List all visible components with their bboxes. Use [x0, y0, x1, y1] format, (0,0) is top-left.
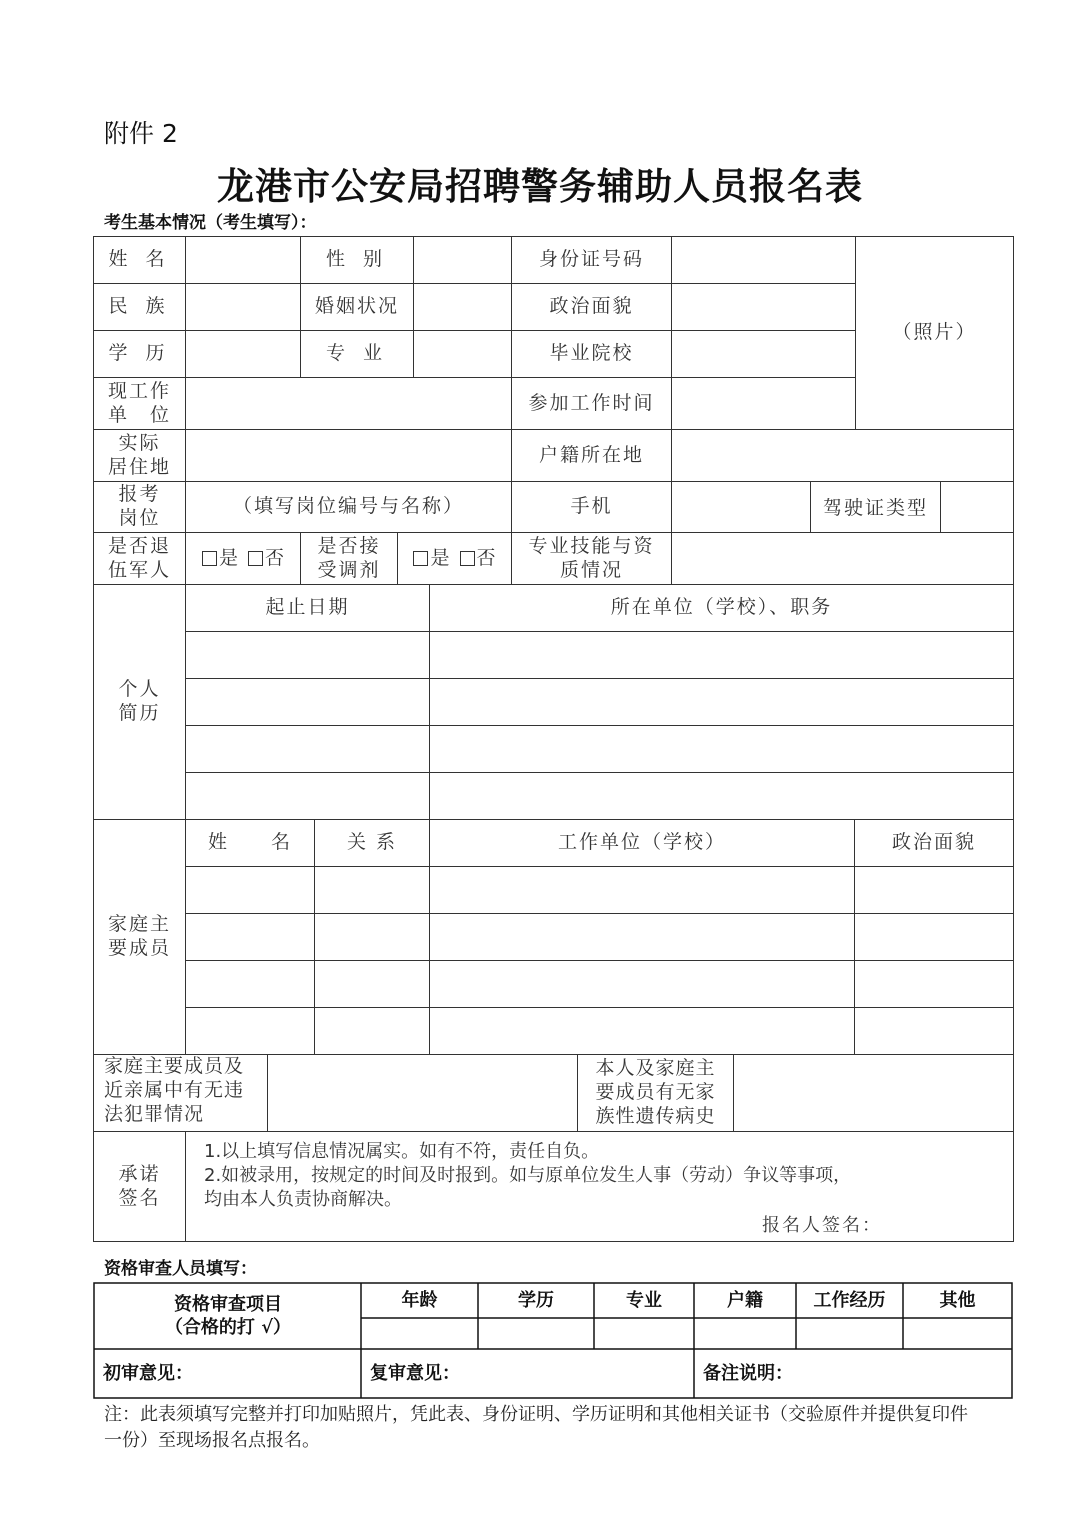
label-name: 姓 名 [108, 248, 171, 271]
review-col-other: 其他 [939, 1289, 976, 1311]
pledge-text [204, 1140, 851, 1212]
label-work-unit-line1: 现工作 [107, 379, 171, 402]
family-rows[interactable] [186, 867, 1013, 1054]
hukou-field[interactable] [672, 430, 1013, 481]
adjust-yes-checkbox[interactable] [413, 551, 428, 566]
label-residence-line1: 实际 [118, 431, 161, 454]
political-field[interactable] [672, 284, 855, 330]
gender-field[interactable] [414, 237, 511, 283]
remark-label: 备注说明： [703, 1362, 793, 1384]
label-work-start: 参加工作时间 [528, 391, 655, 414]
label-work-unit-line2: 单 位 [107, 403, 171, 426]
residence-field[interactable] [186, 430, 511, 481]
footer-note: 注：此表须填写完整并打印加贴照片，凭此表、身份证明、学历证明和其他相关证书（交验原件并提供复印件一份）至现场报名点报名。 [104, 1404, 968, 1451]
label-resume-line1: 个人 [118, 678, 161, 701]
label-skills [512, 533, 671, 584]
review-col-hukou: 户籍 [727, 1289, 763, 1311]
family-political-header: 政治面貌 [891, 831, 976, 854]
attachment-label: 附件 2 [104, 119, 178, 148]
id-number-field[interactable] [672, 237, 855, 283]
pledge-line-1: 1.以上填写信息情况属实。如有不符，责任自负。 [204, 1141, 600, 1162]
major-field[interactable] [414, 331, 511, 377]
position-field[interactable]: （填写岗位编号与名称） [232, 495, 464, 518]
marital-field[interactable] [414, 284, 511, 330]
adjust-yes-label: 是 [430, 546, 450, 569]
label-veteran-line1: 是否退 [107, 534, 171, 557]
label-family-line2: 要成员 [107, 937, 171, 959]
label-skills-line1: 专业技能与资 [528, 534, 655, 557]
label-position-line1: 报考 [118, 483, 161, 506]
second-review-label: 复审意见： [370, 1362, 460, 1384]
disease-field[interactable] [734, 1055, 1013, 1131]
section-candidate-label: 考生基本情况（考生填写）： [104, 213, 317, 233]
review-col-education: 学历 [518, 1289, 554, 1311]
label-pledge-line2: 签名 [118, 1186, 161, 1209]
label-hukou: 户籍所在地 [538, 443, 644, 466]
label-family [94, 820, 185, 1054]
license-field[interactable] [941, 482, 1013, 532]
review-col-age: 年龄 [401, 1289, 438, 1311]
label-crime-line1: 家庭主要成员及 [104, 1055, 245, 1077]
label-id-number: 身份证号码 [538, 248, 644, 271]
review-col-major: 专业 [626, 1289, 662, 1311]
label-position-line2: 岗位 [118, 507, 161, 529]
label-education: 学 历 [108, 342, 171, 365]
label-pledge [94, 1132, 185, 1241]
signature-field[interactable] [880, 1208, 1005, 1236]
label-pledge-line1: 承诺 [118, 1162, 161, 1185]
pledge-line-3: 均由本人负责协商解决。 [204, 1189, 402, 1210]
label-residence-line2: 居住地 [107, 455, 171, 478]
label-adjust [301, 533, 397, 584]
label-resume-line2: 简历 [118, 702, 161, 724]
label-disease-line2: 要成员有无家 [595, 1081, 716, 1104]
label-veteran [94, 533, 185, 584]
review-check-row[interactable] [361, 1319, 1012, 1349]
resume-unit-header: 所在单位（学校）、职务 [610, 596, 833, 619]
resume-rows[interactable] [186, 632, 1013, 819]
label-disease-line3: 族性遗传病史 [595, 1104, 716, 1127]
family-relation-header: 关 系 [346, 831, 398, 854]
resume-dates-header: 起止日期 [265, 596, 350, 619]
label-crime [94, 1055, 267, 1131]
label-gender: 性 别 [325, 248, 389, 271]
name-field[interactable] [186, 237, 300, 283]
label-residence [94, 430, 185, 481]
label-position [94, 482, 185, 532]
family-name-header: 姓 名 [207, 831, 292, 854]
adjust-no-checkbox[interactable] [460, 551, 475, 566]
pledge-line-2: 2.如被录用，按规定的时间及时报到。如与原单位发生人事（劳动）争议等事项， [204, 1165, 852, 1186]
family-unit-header: 工作单位（学校） [557, 831, 726, 854]
signature-label: 报名人签名： [762, 1215, 882, 1236]
label-skills-line2: 质情况 [559, 558, 623, 581]
label-phone: 手机 [570, 495, 613, 518]
review-item-line2: （合格的打 √） [164, 1316, 292, 1338]
crime-field[interactable] [268, 1055, 577, 1131]
label-school: 毕业院校 [549, 342, 634, 365]
form-title: 龙港市公安局招聘警务辅助人员报名表 [217, 165, 863, 208]
label-ethnicity: 民 族 [108, 295, 171, 318]
label-adjust-line2: 受调剂 [317, 558, 381, 581]
label-resume [94, 585, 185, 819]
work-unit-field[interactable] [186, 378, 511, 429]
label-marital: 婚姻状况 [314, 295, 399, 318]
work-start-field[interactable] [672, 378, 855, 429]
photo-box[interactable]: （照片） [892, 321, 977, 344]
phone-field[interactable] [672, 482, 810, 532]
review-item-line1: 资格审查项目 [174, 1294, 282, 1315]
skills-field[interactable] [672, 533, 1013, 584]
education-field[interactable] [186, 331, 300, 377]
label-work-unit [94, 378, 185, 429]
review-item-label [95, 1284, 361, 1349]
section-review-label: 资格审查人员填写： [104, 1259, 257, 1279]
label-crime-line3: 法犯罪情况 [104, 1102, 205, 1125]
label-disease-line1: 本人及家庭主 [595, 1057, 716, 1080]
label-major: 专 业 [325, 342, 389, 365]
label-family-line1: 家庭主 [107, 913, 171, 936]
first-review-label: 初审意见： [103, 1362, 193, 1384]
label-veteran-line2: 伍军人 [107, 558, 171, 581]
label-political: 政治面貌 [549, 295, 634, 318]
veteran-options [186, 533, 300, 584]
label-crime-line2: 近亲属中有无违 [104, 1078, 245, 1101]
ethnicity-field[interactable] [186, 284, 300, 330]
label-license: 驾驶证类型 [822, 497, 928, 520]
adjust-options [398, 533, 511, 584]
veteran-yes-checkbox[interactable] [202, 551, 217, 566]
veteran-no-checkbox[interactable] [248, 551, 263, 566]
veteran-yes-label: 是 [218, 546, 238, 569]
review-col-work-history: 工作经历 [813, 1289, 886, 1311]
label-disease [578, 1055, 733, 1131]
veteran-no-label: 否 [265, 546, 285, 569]
adjust-no-label: 否 [476, 546, 496, 569]
school-field[interactable] [672, 331, 855, 377]
label-adjust-line1: 是否接 [317, 534, 381, 557]
